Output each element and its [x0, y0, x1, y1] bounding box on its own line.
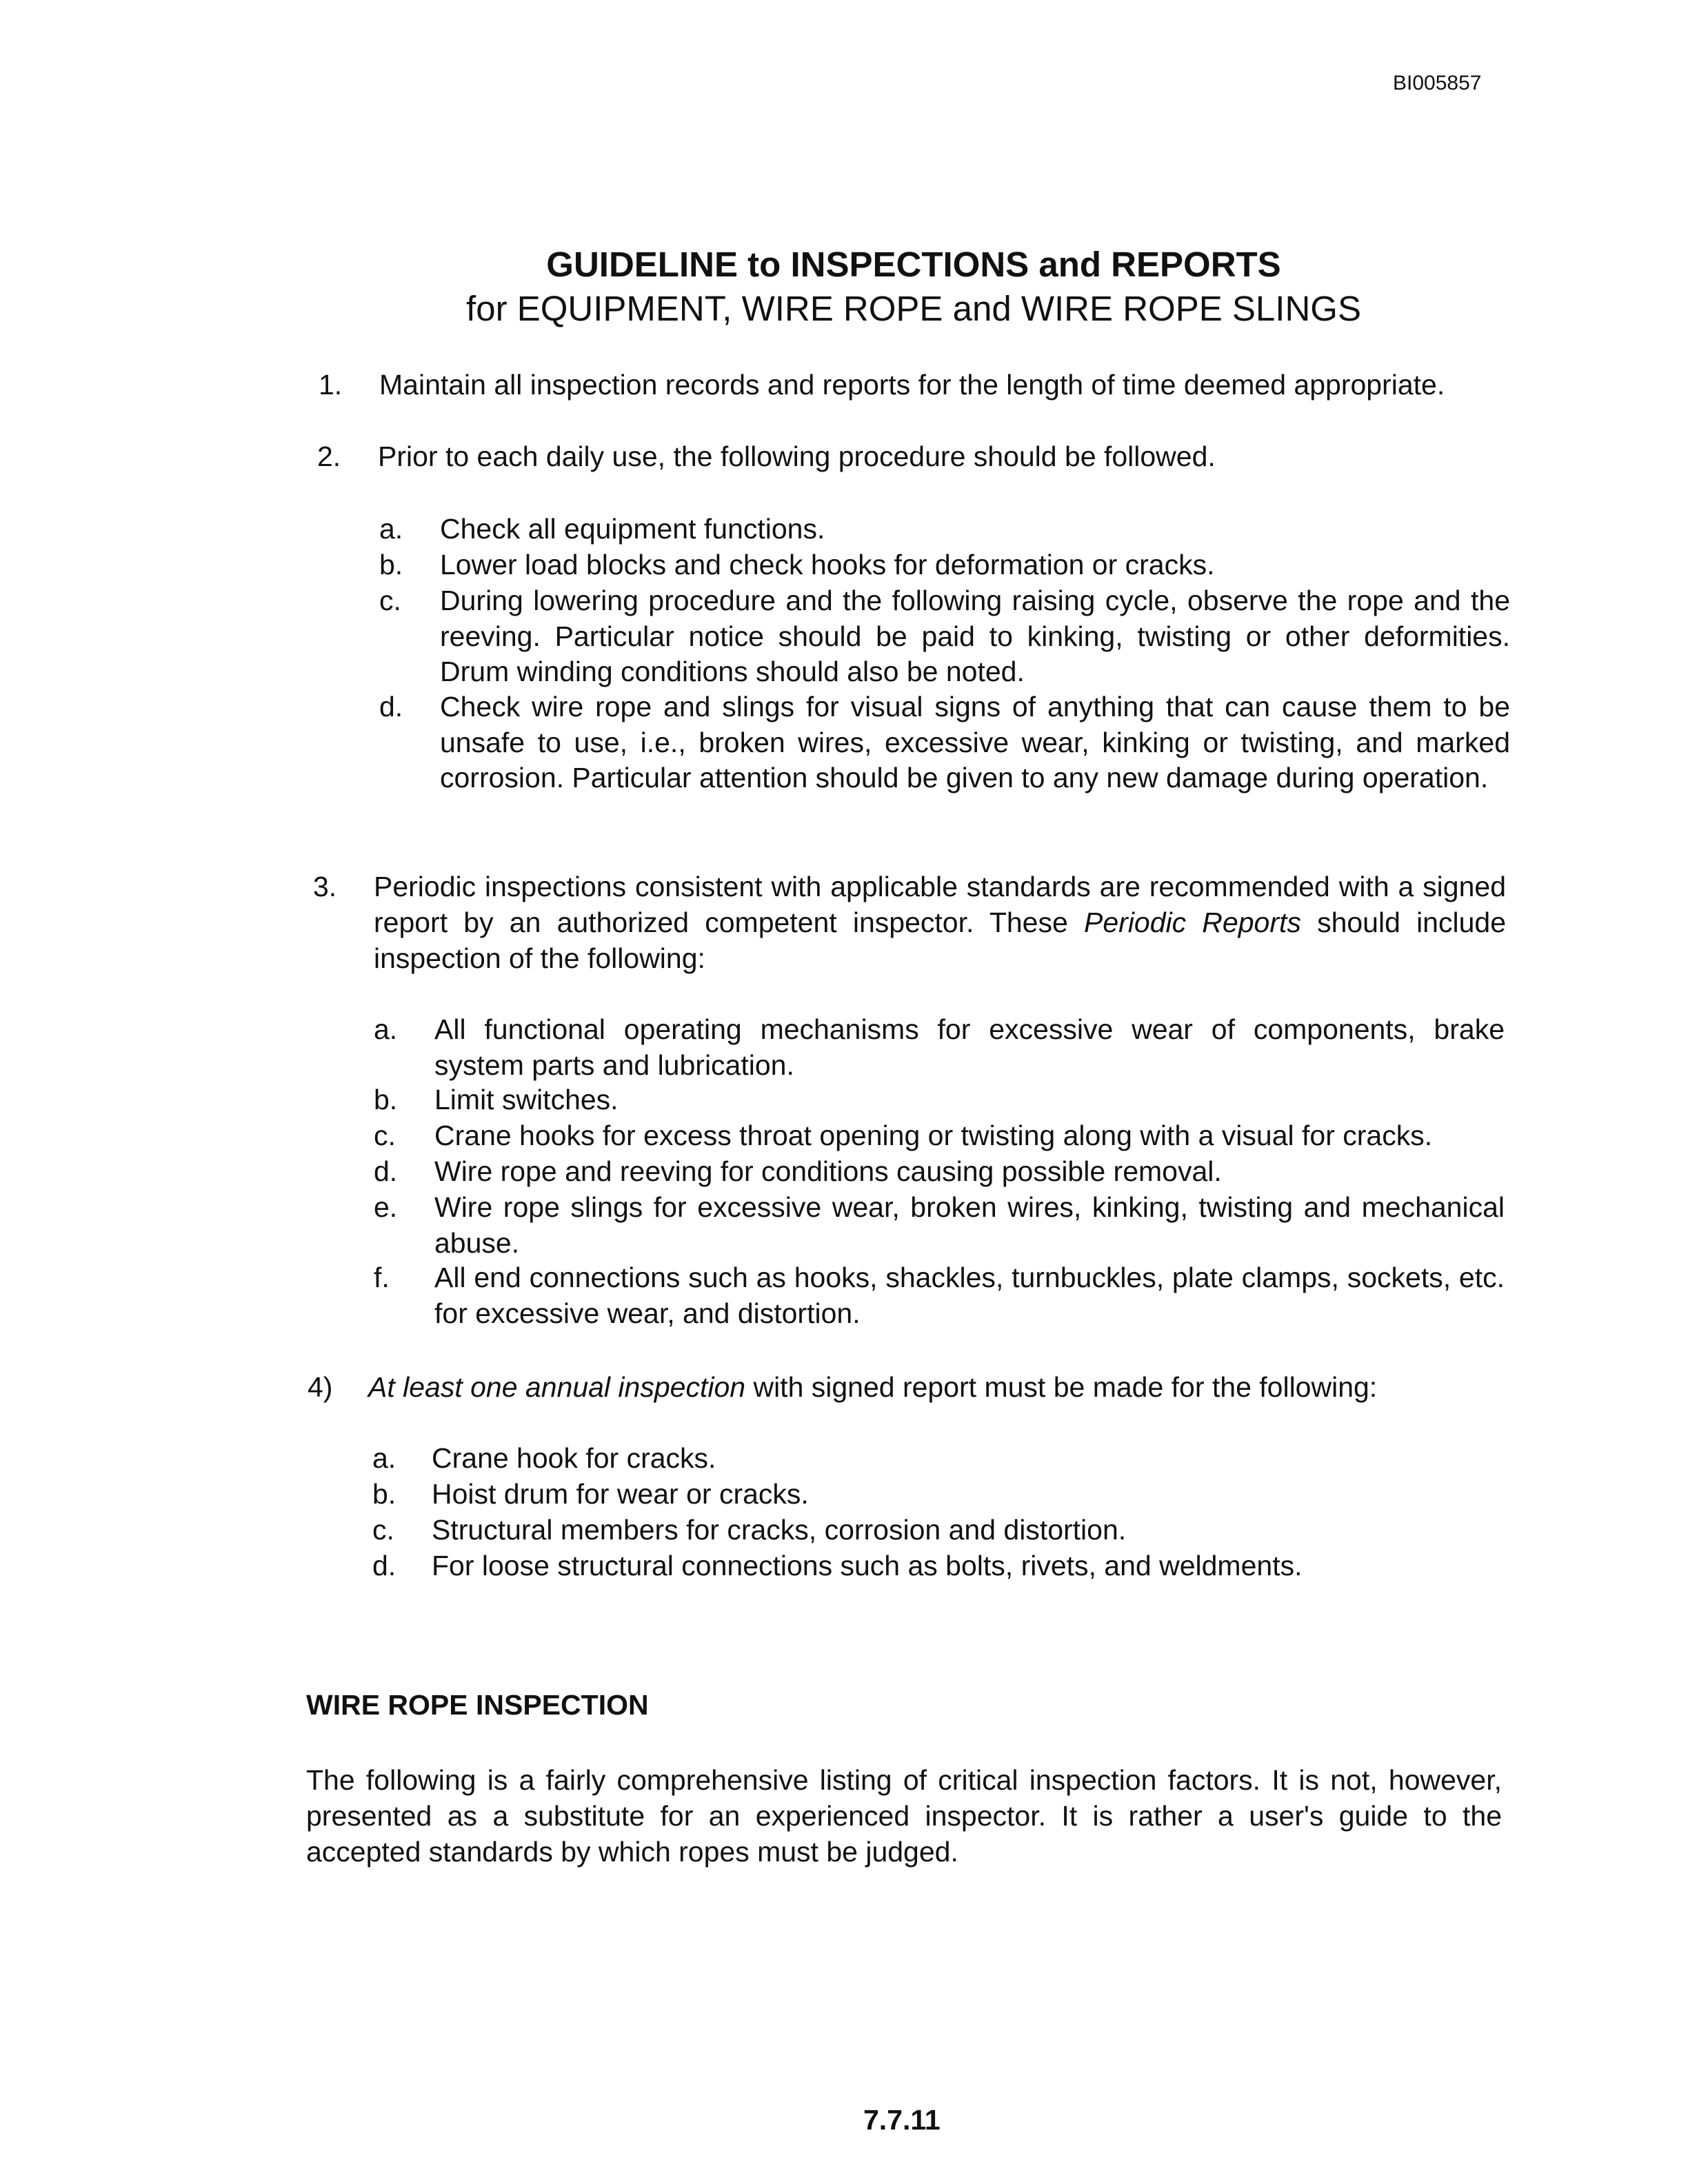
- sub-item-text: Wire rope and reeving for conditions causing possible removal.: [434, 1155, 1222, 1187]
- list-item-4: [0, 1369, 1688, 1405]
- item-text: [374, 869, 1506, 976]
- title-block: [0, 243, 1688, 331]
- item-number: 2.: [317, 441, 341, 472]
- sub-item-text: Check all equipment functions.: [440, 513, 825, 545]
- body-paragraph: The following is a fairly comprehensive listing of critical inspection factors. It is not, however, presented as a substitute for an experienced inspector. It is rather a user's guide to the accepted standards by which ropes must be judged.: [306, 1764, 1502, 1868]
- sub-item-text: All functional operating mechanisms for excessive wear of components, brake system parts and lubrication.: [434, 1013, 1505, 1081]
- sub-item-letter: a.: [379, 513, 403, 545]
- document-id: BI005857: [1393, 72, 1482, 94]
- sub-item-letter: b.: [379, 549, 403, 580]
- item-text: [368, 1369, 1513, 1405]
- sub-item-letter: d.: [374, 1155, 398, 1187]
- sub-item-letter: a.: [372, 1442, 396, 1474]
- list-item-2: [0, 438, 1688, 474]
- list-item-3: [0, 869, 1688, 979]
- sub-item-text: Limit switches.: [434, 1084, 619, 1115]
- sub-item-letter: b.: [374, 1084, 398, 1115]
- item-text: Prior to each daily use, the following procedure should be followed.: [378, 441, 1216, 472]
- sub-item-letter: d.: [379, 691, 403, 722]
- sub-item-letter: c.: [374, 1120, 396, 1151]
- item-number: 4): [308, 1371, 333, 1403]
- sub-item-text: Hoist drum for wear or cracks.: [432, 1478, 809, 1510]
- section-heading: WIRE ROPE INSPECTION: [306, 1689, 649, 1721]
- item-text-italic: At least one annual inspection: [368, 1371, 746, 1403]
- item-number: 1.: [319, 369, 343, 401]
- document-title: GUIDELINE to INSPECTIONS and REPORTS: [546, 245, 1281, 284]
- list-item-1: [0, 367, 1688, 403]
- item-text-part: with signed report must be made for the following:: [745, 1371, 1378, 1403]
- sub-item-text: Check wire rope and slings for visual signs of anything that can cause them to be unsafe to use, i.e., broken wires, excessive wear, kinking or twisting, and marked corrosion. Particular attention should be given to any new damage during operation.: [440, 691, 1510, 793]
- sub-item-text: Crane hooks for excess throat opening or twisting along with a visual for cracks.: [434, 1120, 1433, 1151]
- sub-item-text: Crane hook for cracks.: [432, 1442, 716, 1474]
- page-number: 7.7.11: [863, 2104, 941, 2136]
- item-text-part: should include inspection of the following:: [374, 907, 1507, 974]
- sub-item-letter: a.: [374, 1013, 398, 1045]
- item-text-part: Periodic inspections consistent with applicable standards are recommended with a signed report by an authorized competent inspector. These: [374, 871, 1506, 938]
- sub-item-letter: c.: [379, 585, 401, 616]
- sub-item-letter: c.: [372, 1514, 394, 1546]
- sub-item-letter: e.: [374, 1191, 398, 1223]
- sub-item-text: All end connections such as hooks, shackles, turnbuckles, plate clamps, sockets, etc. for excessive wear, and distortion.: [434, 1262, 1505, 1329]
- item-text: Maintain all inspection records and reports for the length of time deemed appropriate.: [379, 369, 1445, 401]
- document-subtitle: for EQUIPMENT, WIRE ROPE and WIRE ROPE SLINGS: [466, 289, 1361, 328]
- item-number: 3.: [313, 871, 337, 902]
- sub-item-letter: d.: [372, 1550, 396, 1581]
- sub-item-text: Lower load blocks and check hooks for deformation or cracks.: [440, 549, 1215, 580]
- sub-item-text: During lowering procedure and the following raising cycle, observe the rope and the reeving. Particular notice should be paid to kinking, twisting or other deformities. Drum winding conditions should also be noted.: [440, 585, 1510, 687]
- sub-item-text: Structural members for cracks, corrosion and distortion.: [432, 1514, 1127, 1546]
- sub-item-text: For loose structural connections such as bolts, rivets, and weldments.: [432, 1550, 1303, 1581]
- sub-item-letter: f.: [374, 1262, 390, 1293]
- sub-item-letter: b.: [372, 1478, 396, 1510]
- item-text-italic: Periodic Reports: [1083, 907, 1301, 938]
- sub-item-text: Wire rope slings for excessive wear, broken wires, kinking, twisting and mechanical abuse.: [434, 1191, 1505, 1259]
